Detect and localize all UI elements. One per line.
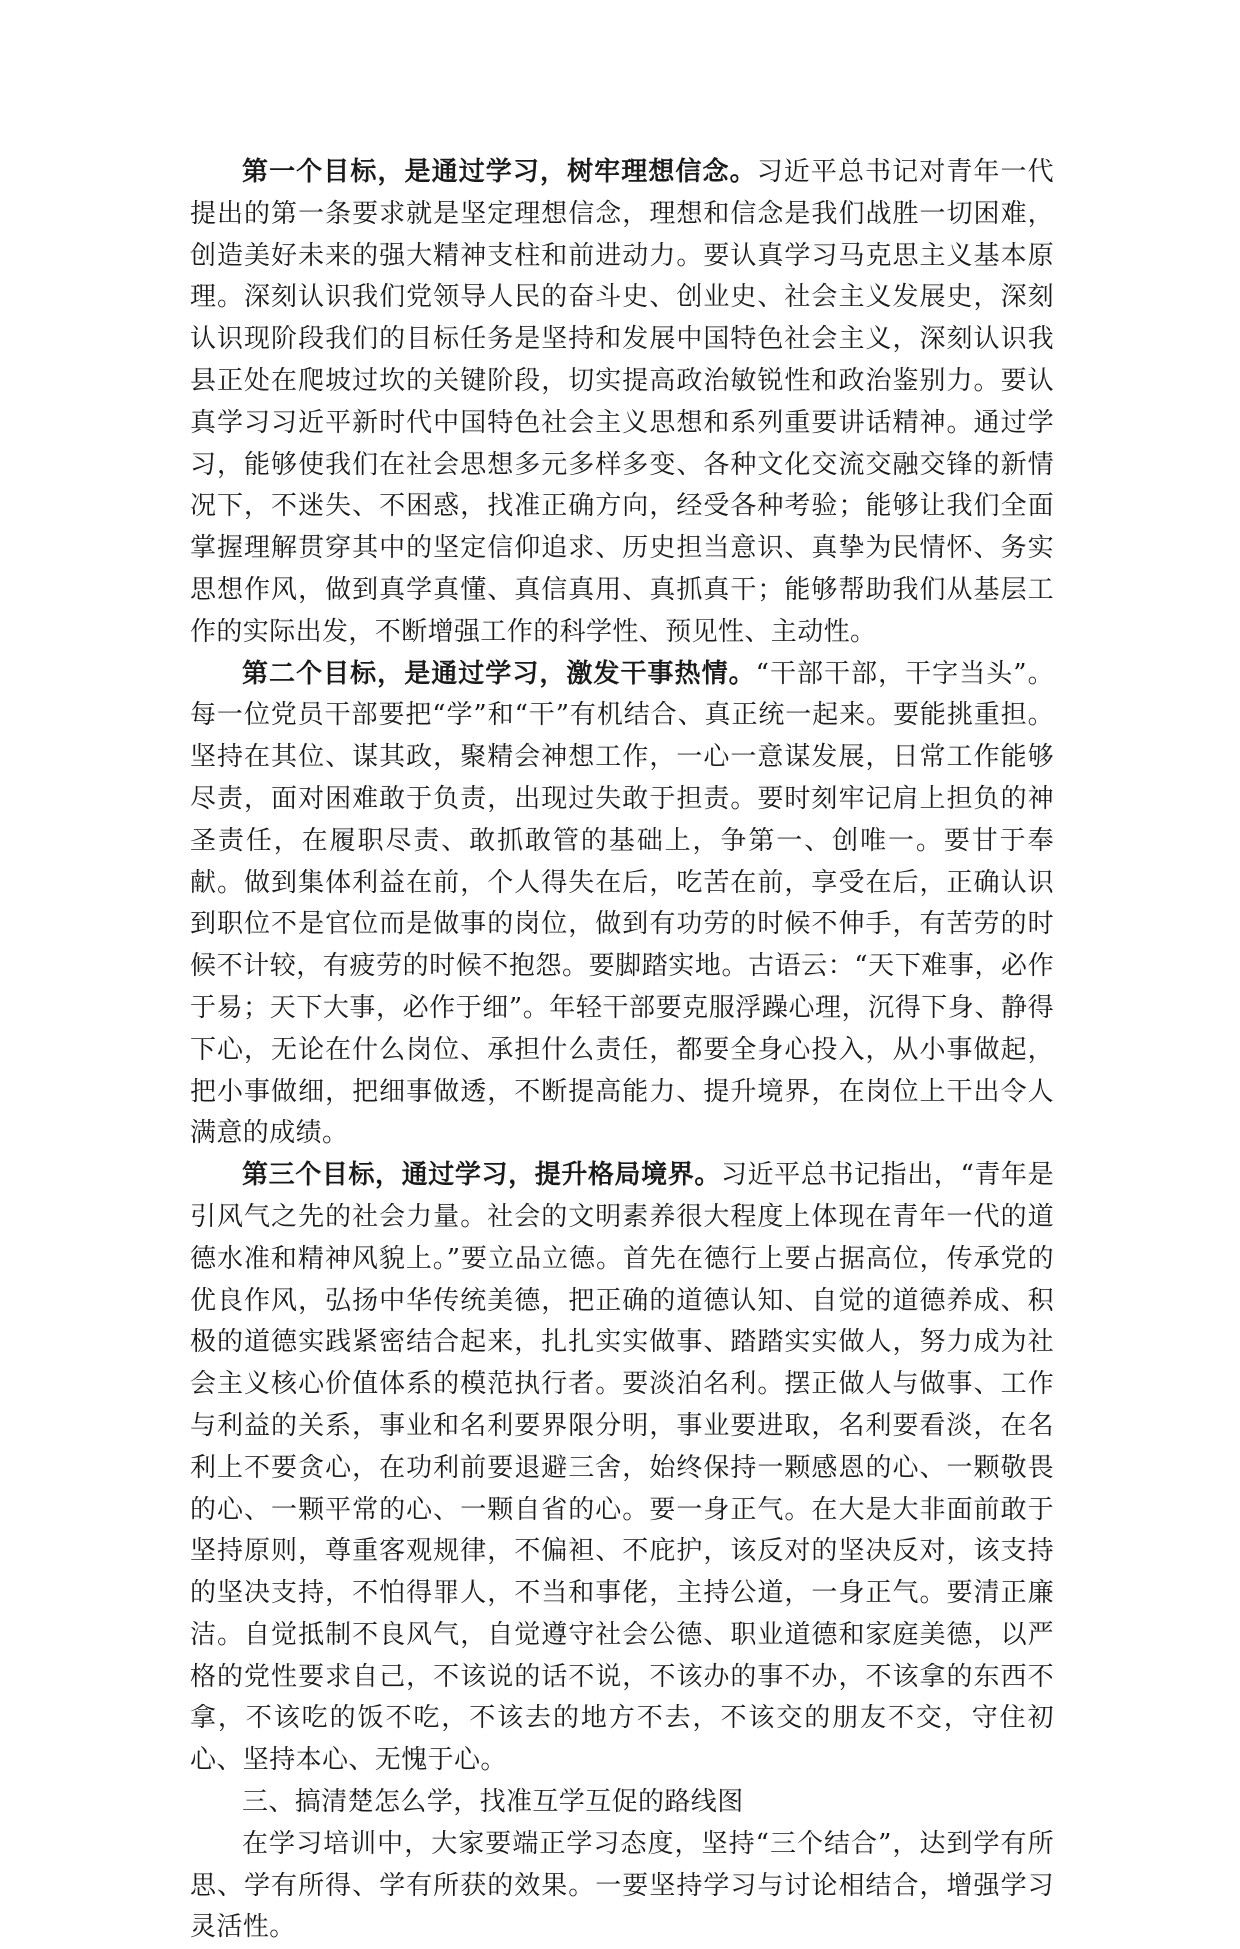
- paragraph-text: 习近平总书记指出，“青年是引风气之先的社会力量。社会的文明素养很大程度上体现在青年一代的道德水准和精神风貌上。”要立品立德。首先在德行上要占据高位，传承党的优良作风，弘扬中华传统美德，把正确的道德认知、自觉的道德养成、积极的道德实践紧密结合起来，扎扎实实做事、踏踏实实做人，努力成为社会主义核心价值体系的模范执行者。要淡泊名利。摆正做人与做事、工作与利益的关系，事业和名利要界限分明，事业要进取，名利要看淡，在名利上不要贪心，在功利前要退避三舍，始终保持一颗感恩的心、一颗敬畏的心、一颗平常的心、一颗自省的心。要一身正气。在大是大非面前敢于坚持原则，尊重客观规律，不偏袒、不庇护，该反对的坚决反对，该支持的坚决支持，不怕得罪人，不当和事佬，主持公道，一身正气。要清正廉洁。自觉抵制不良风气，自觉遵守社会公德、职业道德和家庭美德，以严格的党性要求自己，不该说的话不说，不该办的事不办，不该拿的东西不拿，不该吃的饭不吃，不该去的地方不去，不该交的朋友不交，守住初心、坚持本心、无愧于心。: [190, 1160, 1054, 1776]
- paragraph-lead: 第三个目标，通过学习，提升格局境界。: [242, 1160, 721, 1191]
- document-body: [190, 152, 1054, 1949]
- paragraph-goal-1: [190, 152, 1054, 654]
- paragraph-text: 习近平总书记对青年一代提出的第一条要求就是坚定理想信念，理想和信念是我们战胜一切困难，创造美好未来的强大精神支柱和前进动力。要认真学习马克思主义基本原理。深刻认识我们党领导人民的奋斗史、创业史、社会主义发展史，深刻认识现阶段我们的目标任务是坚持和发展中国特色社会主义，深刻认识我县正处在爬坡过坎的关键阶段，切实提高政治敏锐性和政治鉴别力。要认真学习习近平新时代中国特色社会主义思想和系列重要讲话精神。通过学习，能够使我们在社会思想多元多样多变、各种文化交流交融交锋的新情况下，不迷失、不困惑，找准正确方向，经受各种考验；能够让我们全面掌握理解贯穿其中的坚定信仰追求、历史担当意识、真挚为民情怀、务实思想作风，做到真学真懂、真信真用、真抓真干；能够帮助我们从基层工作的实际出发，不断增强工作的科学性、预见性、主动性。: [190, 157, 1054, 647]
- paragraph-lead: 第二个目标，是通过学习，激发干事热情。: [242, 658, 756, 689]
- paragraph-lead: 第一个目标，是通过学习，树牢理想信念。: [242, 157, 757, 187]
- paragraph-text: “干部干部，干字当头”。每一位党员干部要把“学”和“干”有机结合、真正统一起来。要能挑重担。坚持在其位、谋其政，聚精会神想工作，一心一意谋发展，日常工作能够尽责，面对困难敢于负责，出现过失敢于担责。要时刻牢记肩上担负的神圣责任，在履职尽责、敢抓敢管的基础上，争第一、创唯一。要甘于奉献。做到集体利益在前，个人得失在后，吃苦在前，享受在后，正确认识到职位不是官位而是做事的岗位，做到有功劳的时候不伸手，有苦劳的时候不计较，有疲劳的时候不抱怨。要脚踏实地。古语云：“天下难事，必作于易；天下大事，必作于细”。年轻干部要克服浮躁心理，沉得下身、静得下心，无论在什么岗位、承担什么责任，都要全身心投入，从小事做起，把小事做细，把细事做透，不断提高能力、提升境界，在岗位上干出令人满意的成绩。: [190, 658, 1054, 1149]
- paragraph-goal-3: [190, 1155, 1054, 1782]
- section-heading: 三、搞清楚怎么学，找准互学互促的路线图: [242, 1787, 744, 1818]
- paragraph-study-approach: 在学习培训中，大家要端正学习态度，坚持“三个结合”，达到学有所思、学有所得、学有所获的效果。一要坚持学习与讨论相结合，增强学习灵活性。: [190, 1828, 1054, 1943]
- paragraph-goal-2: [190, 654, 1054, 1156]
